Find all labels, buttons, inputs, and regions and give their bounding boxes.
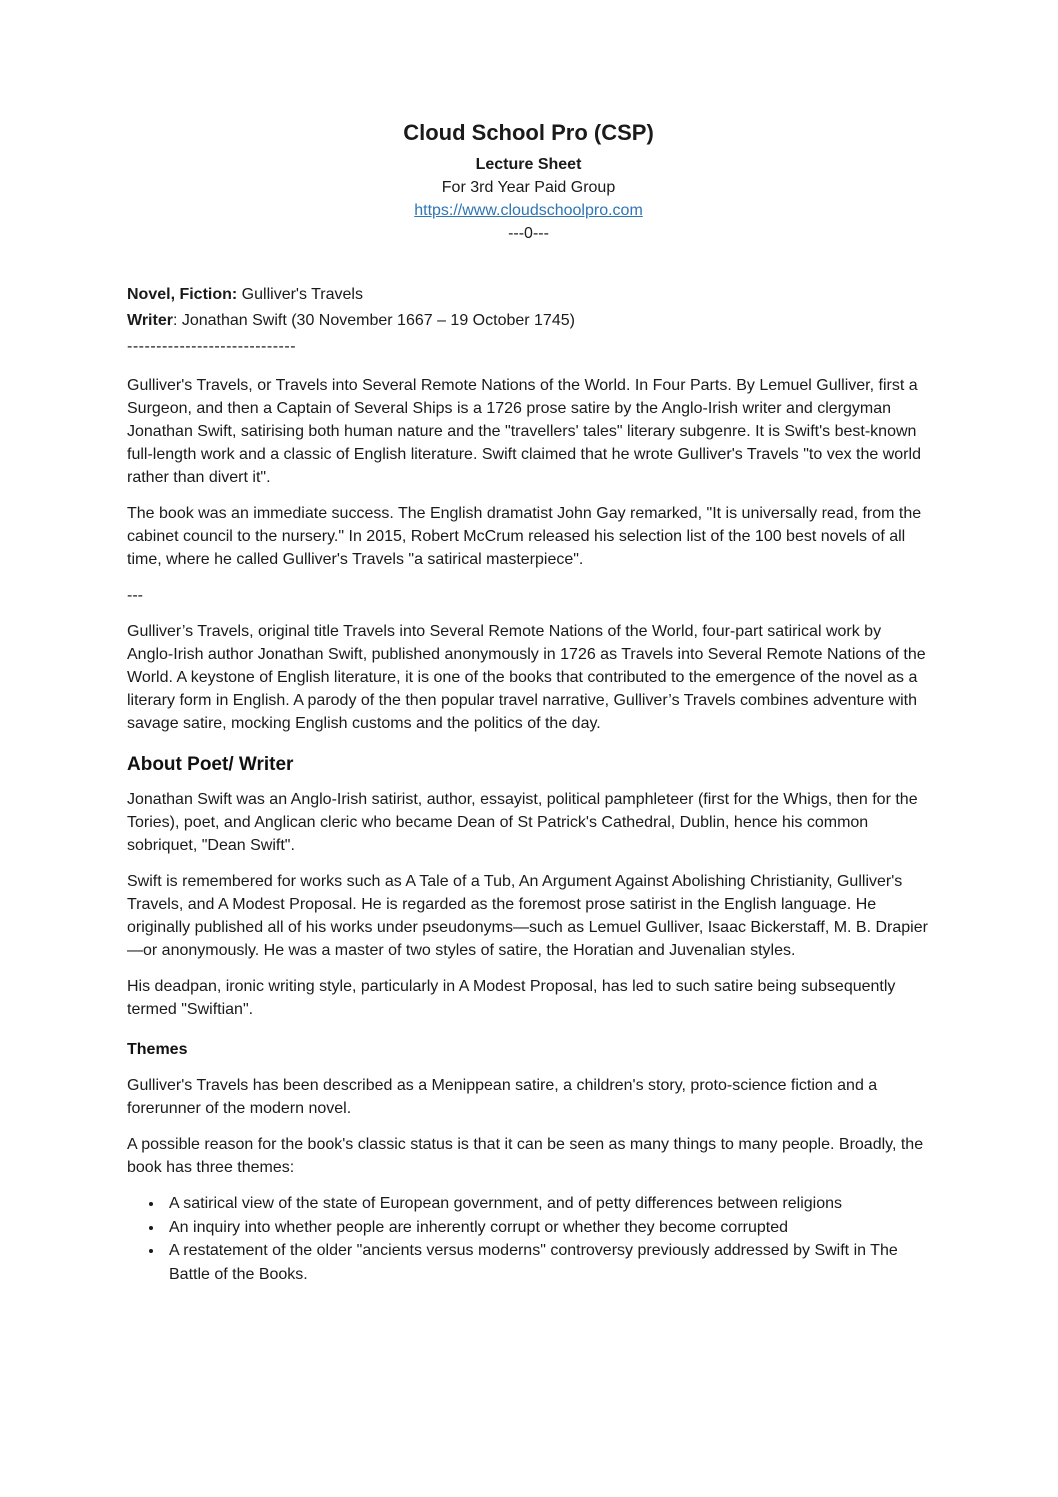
about-writer-heading: About Poet/ Writer xyxy=(127,754,294,775)
paragraph-overview-2: The book was an immediate success. The English dramatist John Gay remarked, "It is universally read, from the cabinet council to the nursery." In 2015, Robert McCrum released his selection list of the 100 best novels of all time, where he called Gulliver's Travels "a satirical masterpiece". xyxy=(127,505,922,568)
document-body xyxy=(127,374,930,1286)
paragraph-overview-3: Gulliver’s Travels, original title Travels into Several Remote Nations of the World, four-part satirical work by Anglo-Irish author Jonathan Swift, published anonymously in 1726 as Travels into Several Remote Nations of the World. A keystone of English literature, it is one of the books that contributed to the emergence of the novel as a literary form in English. A parody of the then popular travel narrative, Gulliver’s Travels combines adventure with savage satire, mocking English customs and the politics of the day. xyxy=(127,623,926,732)
novel-line xyxy=(127,282,930,308)
dashed-divider: ----------------------------- xyxy=(127,338,297,355)
doc-url-line xyxy=(127,199,930,222)
writer-label: Writer xyxy=(127,312,173,329)
book-meta xyxy=(127,282,930,360)
paragraph-writer-1: Jonathan Swift was an Anglo-Irish satirist, author, essayist, political pamphleteer (first for the Whigs, then for the Tories), poet, and Anglican cleric who became Dean of St Patrick's Cathedral, Dublin, hence his common sobriquet, "Dean Swift". xyxy=(127,791,918,854)
paragraph-themes-2: A possible reason for the book's classic status is that it can be seen as many things to many people. Broadly, the book has three themes: xyxy=(127,1136,924,1176)
paragraph-writer-3: His deadpan, ironic writing style, particularly in A Modest Proposal, has led to such satire being subsequently termed "Swiftian". xyxy=(127,978,896,1018)
theme-list-item: • An inquiry into whether people are inherently corrupt or whether they become corrupted xyxy=(164,1216,930,1240)
header-separator: ---0--- xyxy=(508,225,549,242)
theme-list-item: • A restatement of the older "ancients versus moderns" controversy previously addressed by Swift in The Battle of the Books. xyxy=(164,1239,930,1286)
doc-title: Cloud School Pro (CSP) xyxy=(403,120,654,145)
paragraph-overview-1: Gulliver's Travels, or Travels into Several Remote Nations of the World. In Four Parts. By Lemuel Gulliver, first a Surgeon, and then a Captain of Several Ships is a 1726 prose satire by the Anglo-Irish writer and clergyman Jonathan Swift, satirising both human nature and the "travellers' tales" literary subgenre. It is Swift's best-known full-length work and a classic of English literature. Swift claimed that he wrote Gulliver's Travels "to vex the world rather than divert it". xyxy=(127,377,921,486)
paragraph-themes-1: Gulliver's Travels has been described as a Menippean satire, a children's story, proto-science fiction and a forerunner of the modern novel. xyxy=(127,1077,878,1117)
theme-list-item: • A satirical view of the state of European government, and of petty differences between religions xyxy=(164,1192,930,1216)
doc-header xyxy=(127,120,930,245)
website-link[interactable]: https://www.cloudschoolpro.com xyxy=(414,202,643,219)
novel-value: Gulliver's Travels xyxy=(237,286,363,303)
doc-audience-line: For 3rd Year Paid Group xyxy=(441,179,616,196)
themes-list xyxy=(127,1192,930,1286)
writer-value: : Jonathan Swift (30 November 1667 – 19 October 1745) xyxy=(172,312,575,329)
novel-label: Novel, Fiction: xyxy=(127,286,238,303)
mid-separator: --- xyxy=(127,587,143,604)
writer-line xyxy=(127,308,930,334)
doc-subtitle: Lecture Sheet xyxy=(475,156,582,173)
paragraph-writer-2: Swift is remembered for works such as A Tale of a Tub, An Argument Against Abolishing Christianity, Gulliver's Travels, and A Modest Proposal. He is regarded as the foremost prose satirist in the English language. He originally published all of his works under pseudonyms—such as Lemuel Gulliver, Isaac Bickerstaff, M. B. Drapier—or anonymously. He was a master of two styles of satire, the Horatian and Juvenalian styles. xyxy=(127,873,928,959)
themes-heading: Themes xyxy=(127,1041,188,1058)
